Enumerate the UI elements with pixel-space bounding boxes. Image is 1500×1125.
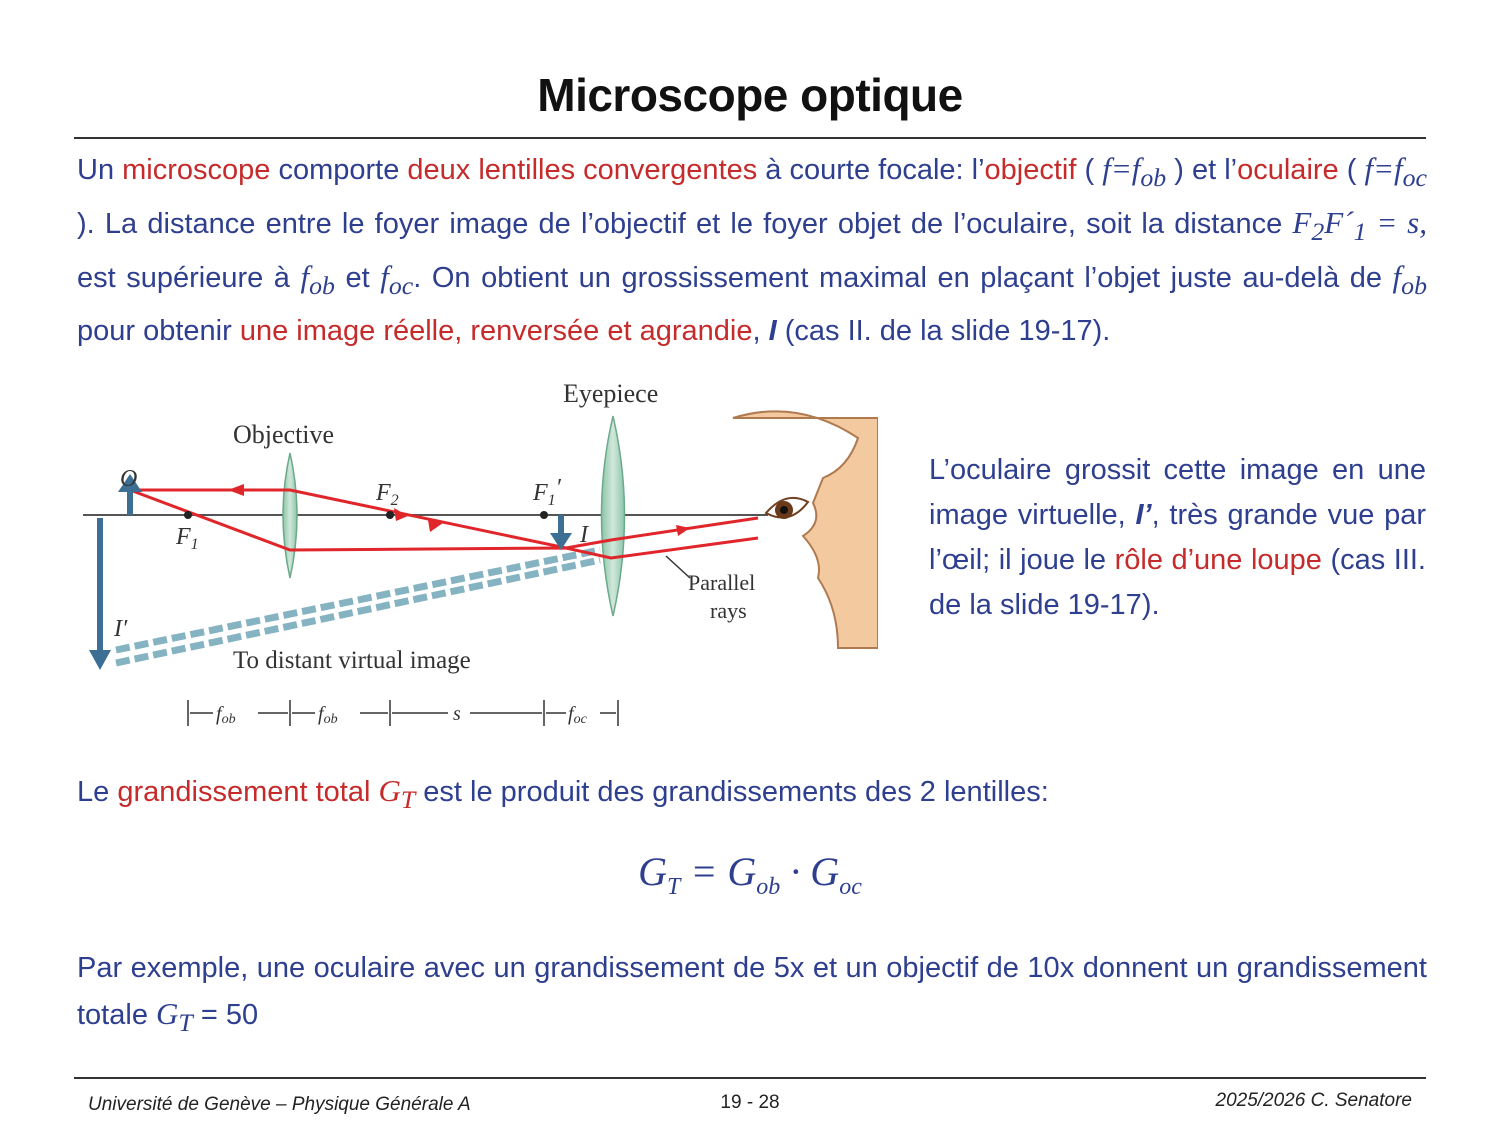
term-microscope: microscope xyxy=(122,154,271,186)
dim-foc: foc xyxy=(568,703,587,727)
intro-text: est supérieure à xyxy=(77,262,301,295)
math-fob: $f_{ob}$ xyxy=(300,259,335,301)
intro-text: Un xyxy=(77,154,123,186)
math-GT: $G_T$ xyxy=(378,773,416,815)
label-I-prime: I′ xyxy=(114,616,128,642)
intro-text: à courte focale: l’ xyxy=(757,154,985,186)
intro-text: ) et l’ xyxy=(1166,154,1238,186)
intro-text: ). La distance entre le foyer image de l’objectif et le foyer objet de l’oculaire, soit la distance xyxy=(77,208,1293,241)
side-text: L’oculaire grossit cette image en une image virtuelle, xyxy=(929,454,1426,531)
term-total-magnification: grandissement total xyxy=(117,776,371,808)
grand-paragraph xyxy=(77,768,1427,822)
objective-lens xyxy=(283,453,297,578)
label-distant-image: To distant virtual image xyxy=(233,647,471,674)
footer-page-number: 19 - 28 xyxy=(720,1092,780,1113)
math-distance: $F_2F´_1 = s$, xyxy=(1292,205,1427,247)
intro-text: ( xyxy=(1076,154,1103,186)
term-loupe: rôle d’une loupe xyxy=(1114,544,1322,576)
side-text: , très grande vue par l’œil; il joue le xyxy=(929,499,1426,576)
side-paragraph xyxy=(929,448,1426,628)
top-divider xyxy=(74,137,1426,139)
label-I: I xyxy=(580,522,588,548)
intro-paragraph xyxy=(77,146,1427,354)
dimension-line xyxy=(188,700,618,726)
term-lenses: deux lentilles convergentes xyxy=(407,154,758,186)
label-rays: rays xyxy=(710,598,747,623)
math-GT: $G_T$ xyxy=(156,996,193,1038)
grand-text: Le xyxy=(77,776,118,808)
microscope-diagram xyxy=(78,378,878,738)
label-F1-prime: $F_1'$ xyxy=(533,475,561,509)
page-title: Microscope optique xyxy=(537,69,963,121)
footer-right: 2025/2026 C. Senatore xyxy=(1215,1090,1412,1111)
symbol-I: I xyxy=(768,314,777,347)
example-text: Par exemple, une oculaire avec un grandissement de 5x et un objectif de 10x donnent un grandissement totale xyxy=(77,952,1427,1031)
intro-text: comporte xyxy=(270,154,408,186)
math-fob: $f=f_{ob}$ xyxy=(1102,151,1167,193)
term-objective: objectif xyxy=(984,154,1077,186)
bottom-divider xyxy=(74,1077,1426,1079)
intro-text: pour obtenir xyxy=(77,314,240,347)
label-eyepiece: Eyepiece xyxy=(563,379,659,408)
math-foc: $f=f_{oc}$ xyxy=(1364,151,1427,193)
math-fob: $f_{ob}$ xyxy=(1392,259,1427,301)
term-image: une image réelle, renversée et agrandie xyxy=(239,314,753,347)
dim-fob-1: fob xyxy=(216,703,236,727)
footer-left: Université de Genève – Physique Générale A xyxy=(88,1094,471,1115)
dim-s: s xyxy=(453,703,461,725)
intro-text: ( xyxy=(1346,154,1365,186)
example-text: = 50 xyxy=(192,999,259,1031)
intro-text: . On obtient un grossissement maximal en plaçant l’objet juste au-delà de xyxy=(413,262,1393,295)
eye-icon xyxy=(733,411,878,648)
label-O: O xyxy=(120,466,138,492)
math-foc: $f_{oc}$ xyxy=(380,259,414,301)
intro-text: et xyxy=(334,262,381,295)
grand-text: est le produit des grandissements des 2 lentilles: xyxy=(415,776,1049,808)
label-parallel: Parallel xyxy=(688,570,756,595)
intro-text: (cas II. de la slide 19-17). xyxy=(776,314,1111,347)
example-paragraph xyxy=(77,946,1427,1045)
eyepiece-lens xyxy=(602,416,625,616)
intro-text: , xyxy=(752,314,769,347)
real-rays xyxy=(130,490,758,558)
label-objective: Objective xyxy=(233,420,335,449)
magnification-formula: $G_T = G_{ob} \cdot G_{oc}$ xyxy=(638,849,862,900)
side-text: (cas III. de la slide 19-17). xyxy=(929,544,1426,621)
label-F1: $F_1$ xyxy=(176,524,199,553)
symbol-I-prime: I’ xyxy=(1135,499,1152,531)
label-F2: $F_2$ xyxy=(376,480,399,509)
dim-fob-2: fob xyxy=(318,703,338,727)
term-eyepiece: oculaire xyxy=(1237,154,1339,186)
